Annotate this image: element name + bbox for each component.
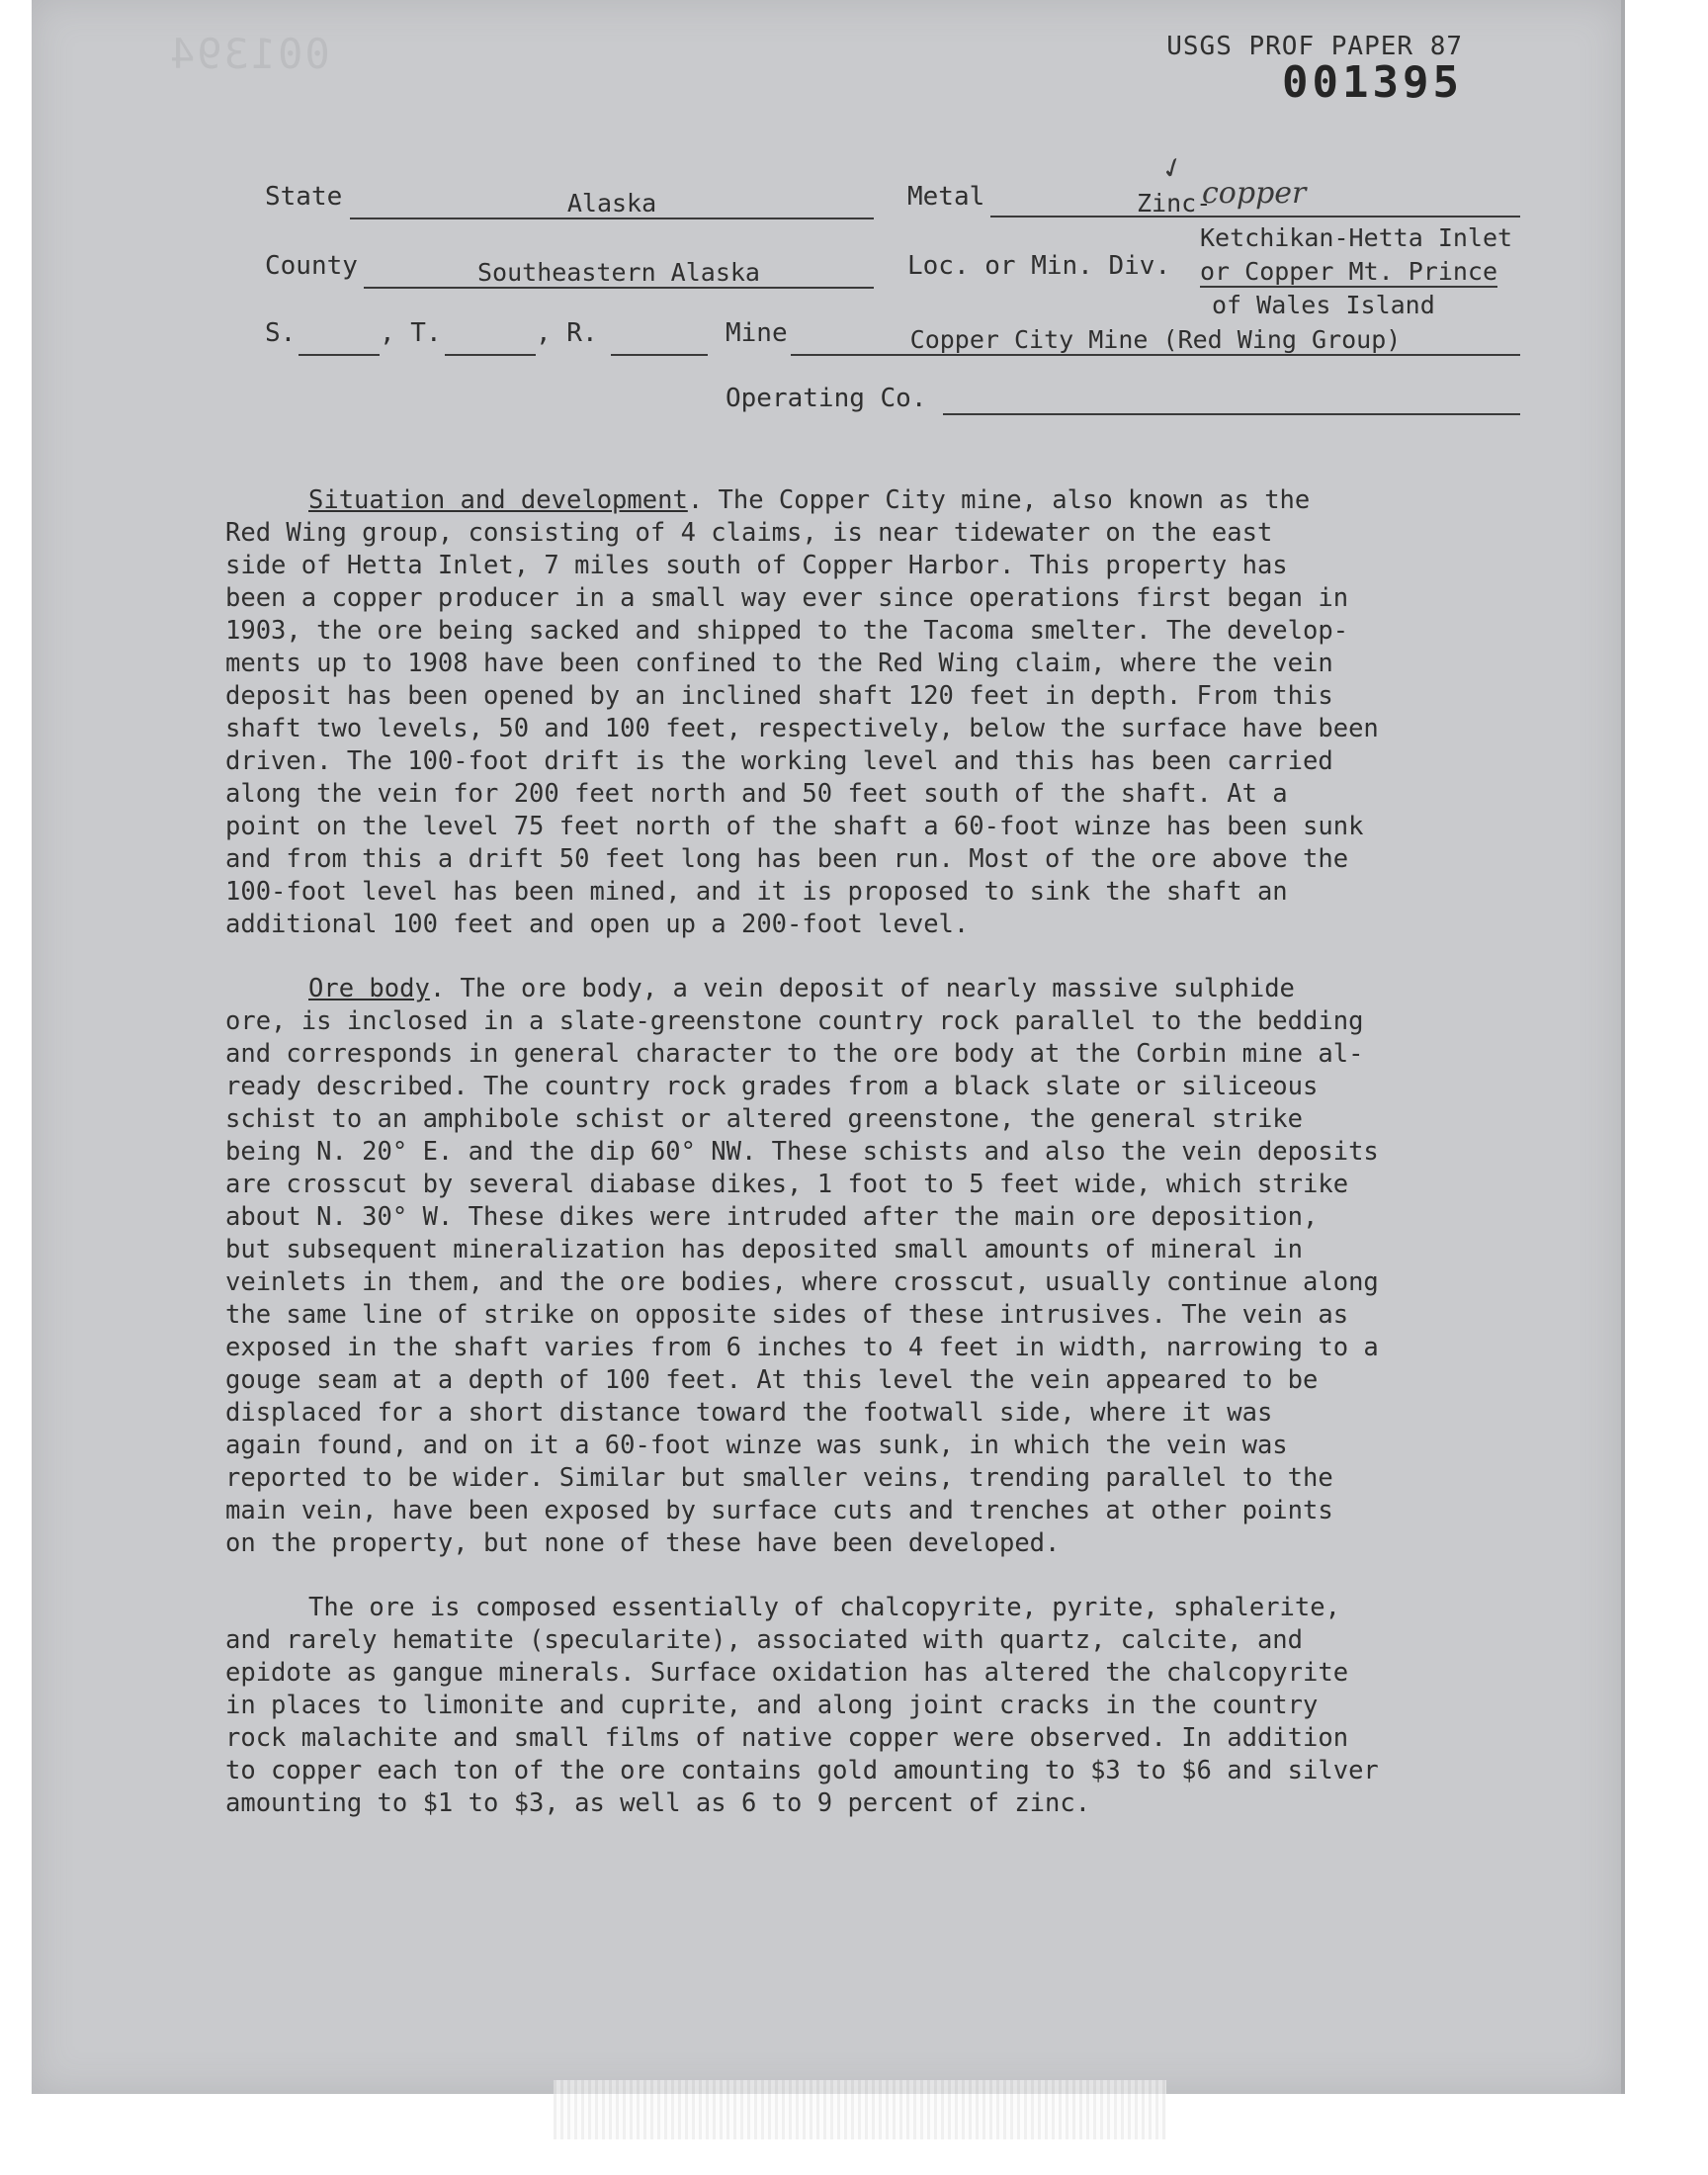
paragraph-ore-composition	[225, 1592, 1510, 1820]
report-body	[225, 484, 1510, 1852]
series-label: USGS PROF PAPER 87	[1166, 32, 1463, 61]
paragraph-ore-body	[225, 973, 1510, 1560]
section-label: S.	[265, 318, 297, 348]
text-ore-composition: The ore is composed essentially of chalcopyrite, pyrite, sphalerite, and rarely hematite (specularite), associated with quartz, calcite, and epidote as gangue minerals. Surface oxidation has altered the chalcopyrite in places to limonite and cuprite, and along joint cracks in the country rock malachite and small films of native copper were observed. In addition to copper each ton of the ore contains gold amounting to $3 to $6 and silver amounting to $1 to $3, as well as 6 to 9 percent of zinc.	[225, 1593, 1379, 1818]
heading-ore-body: Ore body	[308, 974, 430, 1003]
document-page	[32, 0, 1625, 2094]
section-field	[299, 320, 380, 356]
county-label: County	[265, 251, 358, 281]
document-number: 001395	[1282, 57, 1463, 108]
state-field: Alaska	[350, 184, 874, 219]
loc-line-1: Ketchikan-Hetta Inlet	[1200, 223, 1513, 252]
metal-typed-value: Zinc-	[1137, 189, 1212, 218]
loc-label: Loc. or Min. Div.	[907, 251, 1171, 281]
operating-co-field	[943, 380, 1520, 415]
heading-situation: Situation and development	[308, 485, 688, 515]
range-label: , R.	[536, 318, 598, 348]
paragraph-situation	[225, 484, 1510, 941]
range-field	[611, 320, 708, 356]
text-situation: . The Copper City mine, also known as the Red Wing group, consisting of 4 claims, is near tidewater on the east side of Hetta Inlet, 7 miles south of Copper Harbor. This property has been a copper producer in a small way ever since operations first began in 1903, the ore being sacked and shipped to the Tacoma smelter. The develop- ments up to 1908 have been confined to the Red Wing claim, where the vein deposit has been opened by an inclined shaft 120 feet in depth. From this shaft two levels, 50 and 100 feet, respectively, below the surface have been driven. The 100-foot drift is the working level and this has been carried along the vein for 200 feet north and 50 feet south of the shaft. At a point on the level 75 feet north of the shaft a 60-foot winze has been sunk and from this a drift 50 feet long has been run. Most of the ore above the 100-foot level has been mined, and it is proposed to sink the shaft an additional 100 feet and open up a 200-foot level.	[225, 485, 1379, 939]
county-field: Southeastern Alaska	[364, 253, 874, 289]
loc-line-3: of Wales Island	[1212, 291, 1435, 319]
township-label: , T.	[380, 318, 442, 348]
township-field	[445, 320, 536, 356]
bleed-through-number: 001394	[168, 30, 330, 78]
state-label: State	[265, 182, 343, 212]
mine-field: Copper City Mine (Red Wing Group)	[791, 320, 1520, 356]
text-ore-body: . The ore body, a vein deposit of nearly massive sulphide ore, is inclosed in a slate-greenstone country rock parallel to the bedding and corresponds in general character to the ore body at the Corbin mine al- ready described. The country rock grades from a black slate or siliceous schist to an amphibole schist or altered greenstone, the general strike being N. 20° E. and the dip 60° NW. These schists and also the vein deposits are crosscut by several diabase dikes, 1 foot to 5 feet wide, which strike about N. 30° W. These dikes were intruded after the main ore deposition, but subsequent mineralization has deposited small amounts of mineral in veinlets in them, and the ore bodies, where crosscut, usually continue along the same line of strike on opposite sides of these intrusives. The vein as exposed in the shaft varies from 6 inches to 4 feet in width, narrowing to a gouge seam at a depth of 100 feet. At this level the vein appeared to be displaced for a short distance toward the footwall side, where it was again found, and on it a 60-foot winze was sunk, in which the vein was reported to be wider. Similar but smaller veins, trending parallel to the main vein, have been exposed by surface cuts and trenches at other points on the property, but none of these have been developed.	[225, 974, 1379, 1558]
mine-label: Mine	[726, 318, 788, 348]
loc-line-2: or Copper Mt. Prince	[1200, 257, 1498, 286]
document-reference	[1166, 32, 1463, 108]
loc-field	[1200, 221, 1512, 322]
metal-handwritten-annotation: copper	[1202, 176, 1307, 211]
operating-co-label: Operating Co.	[726, 384, 927, 413]
metal-label: Metal	[907, 182, 985, 212]
checkmark-icon: ✓	[1156, 145, 1188, 189]
scan-artifact	[554, 2080, 1166, 2139]
